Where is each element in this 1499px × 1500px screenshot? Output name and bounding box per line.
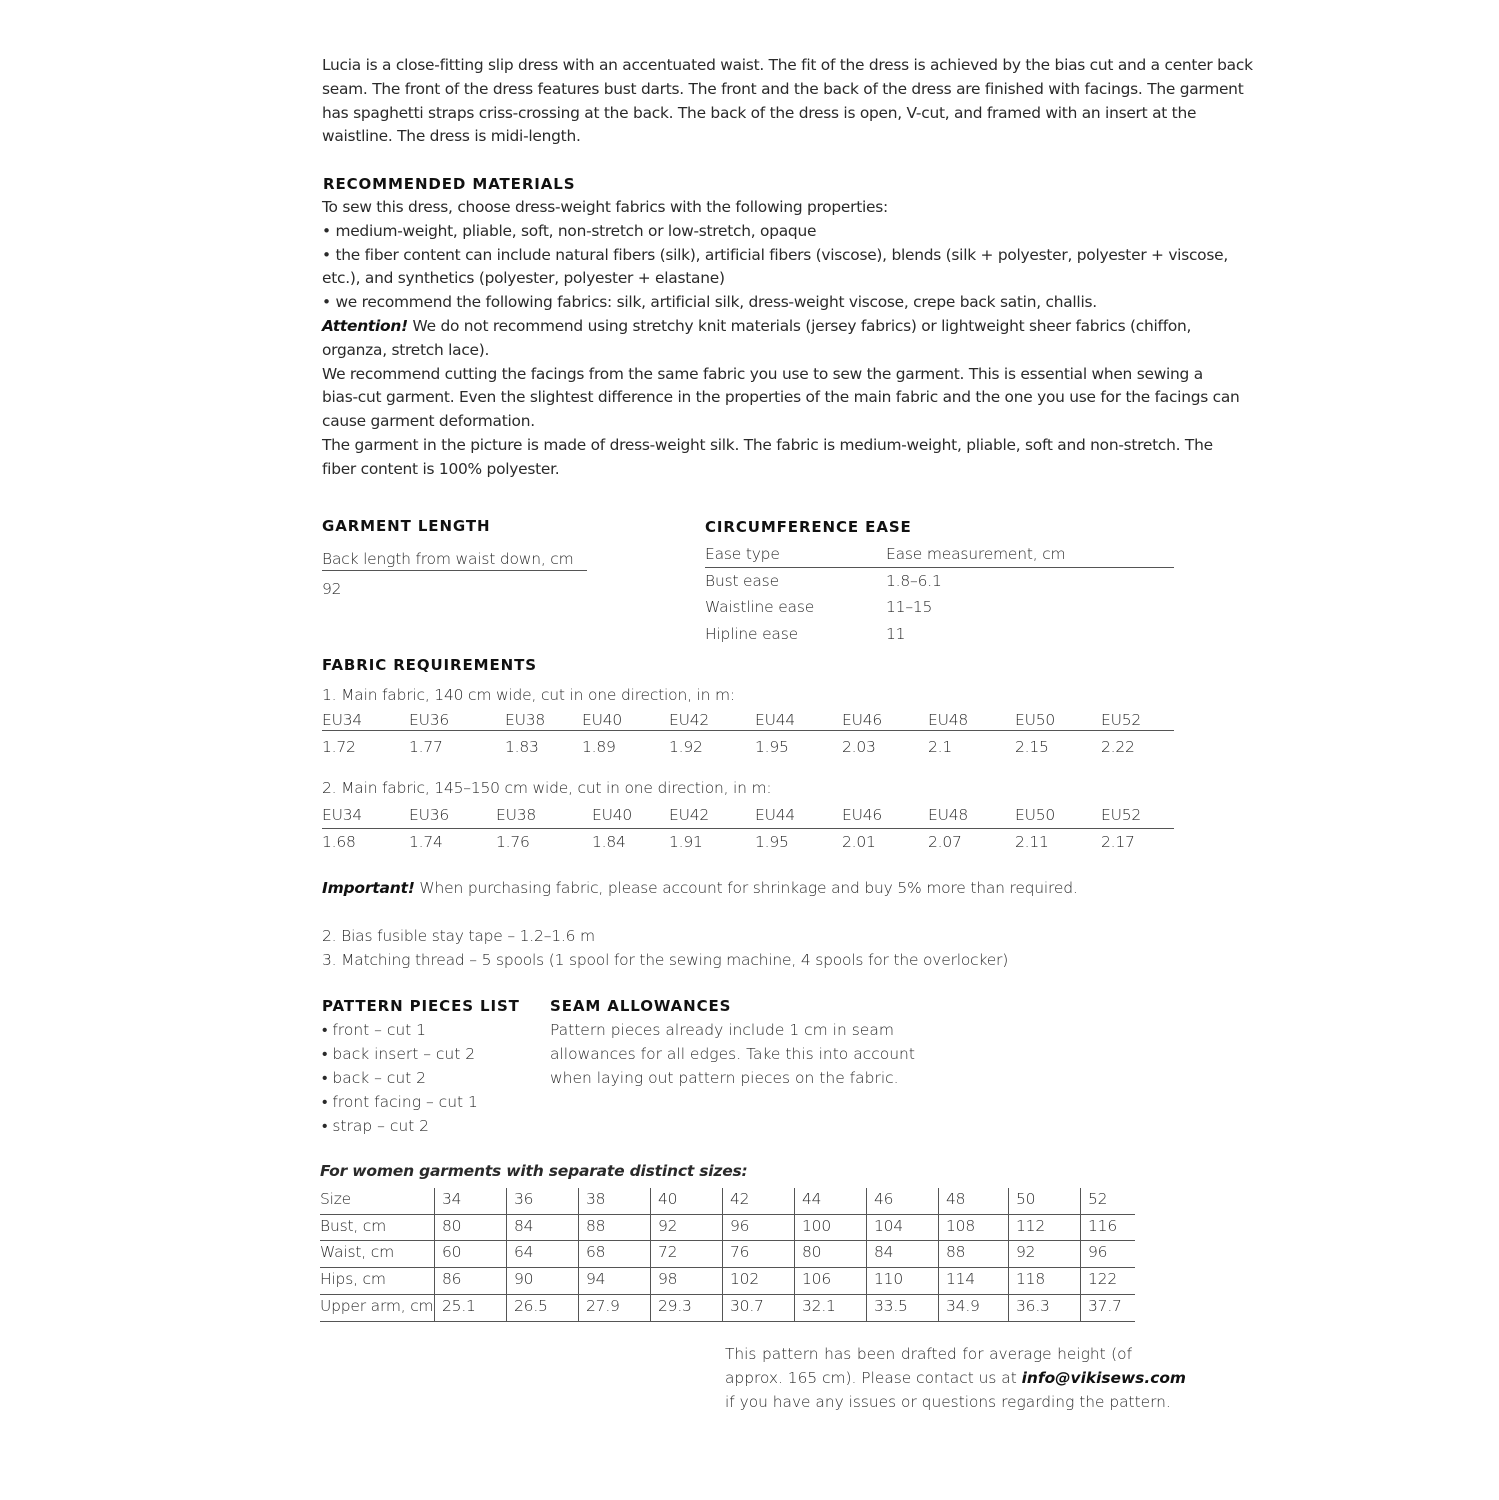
fabric-size-header: EU52 [1101,711,1142,729]
size-chart-cell: 42 [730,1190,750,1208]
materials-line: • the fiber content can include natural fibers (silk), artificial fibers (viscose), blends (silk + polyester, polyester + viscose, [322,245,1228,264]
size-chart-cell: 88 [946,1243,966,1262]
fabric-size-value: 2.15 [1015,738,1049,756]
size-chart-cell: 44 [802,1190,822,1208]
size-chart-cell: 114 [946,1270,975,1289]
pieces-heading: PATTERN PIECES LIST [322,997,520,1015]
list-item: • back – cut 2 [322,1069,427,1087]
garment-length-rule [322,570,587,571]
stay-tape-item: 2. Bias fusible stay tape – 1.2–1.6 m [322,927,595,945]
size-chart-cell: 52 [1088,1190,1108,1208]
fabric-size-value: 2.01 [842,833,876,851]
size-chart-cell: 60 [442,1243,462,1262]
fabric-size-header: EU46 [842,711,883,729]
size-chart-column-divider [866,1188,867,1322]
fabric-size-header: EU48 [928,711,969,729]
size-chart-cell: 100 [802,1216,831,1235]
size-chart-cell: 116 [1088,1216,1117,1235]
size-chart-cell: 48 [946,1190,966,1208]
size-chart-cell: 40 [658,1190,678,1208]
materials-line: etc.), and synthetics (polyester, polyester + elastane) [322,269,725,288]
fabric-size-header: EU36 [409,806,450,824]
size-chart-cell: 122 [1088,1270,1117,1289]
size-chart-column-divider [794,1188,795,1322]
fabric-size-value: 1.95 [755,738,789,756]
fabric-size-value: 1.89 [582,738,616,756]
size-chart-row-label: Waist, cm [320,1243,394,1262]
ease-col-type: Ease type [705,545,780,563]
fabric-size-value: 2.22 [1101,738,1135,756]
fabric-table2-rule [322,828,1174,829]
size-chart-cell: 37.7 [1088,1296,1122,1315]
size-chart-cell: 50 [1016,1190,1036,1208]
fabric-table1-title: 1. Main fabric, 140 cm wide, cut in one direction, in m: [322,686,735,704]
size-chart-cell: 76 [730,1243,750,1262]
footer-note [725,1342,1186,1414]
fabric-size-header: EU48 [928,806,969,824]
fabric-size-header: EU36 [409,711,450,729]
fabric-size-value: 1.83 [505,738,539,756]
size-chart-column-divider [1008,1188,1009,1322]
size-chart-cell: 106 [802,1270,831,1289]
size-chart-row-label: Hips, cm [320,1270,386,1289]
size-chart-cell: 68 [586,1243,606,1262]
fabric-size-value: 2.11 [1015,833,1049,851]
seam-line: allowances for all edges. Take this into account [550,1045,915,1063]
size-chart-column-divider [506,1188,507,1322]
fabric-size-value: 1.76 [496,833,530,851]
fabric-size-header: EU34 [322,806,363,824]
size-chart-cell: 98 [658,1270,678,1289]
size-chart-cell: 104 [874,1216,903,1235]
size-chart-cell: 112 [1016,1216,1045,1235]
ease-value: 1.8–6.1 [886,572,942,590]
attention-text: We do not recommend using stretchy knit materials (jersey fabrics) or lightweight sheer fabrics (chiffon, [407,316,1192,335]
list-item: • back insert – cut 2 [322,1045,476,1063]
size-chart-cell: 94 [586,1270,606,1289]
list-item: • strap – cut 2 [322,1117,430,1135]
size-chart-column-divider [434,1188,435,1322]
size-chart-cell: 96 [1088,1243,1108,1262]
size-chart-cell: 108 [946,1216,975,1235]
size-chart-column-divider [1080,1188,1081,1322]
materials-line: The garment in the picture is made of dress-weight silk. The fabric is medium-weight, pliable, soft and non-stretch. The [322,435,1213,454]
fabric-size-header: EU38 [505,711,546,729]
attention-label: Attention! [322,316,408,335]
fabric-size-header: EU44 [755,711,796,729]
size-chart-column-divider [938,1188,939,1322]
size-chart-cell: 92 [1016,1243,1036,1262]
fabric-size-value: 2.1 [928,738,953,756]
size-chart-column-divider [722,1188,723,1322]
intro-line: has spaghetti straps criss-crossing at the back. The back of the dress is open, V-cut, and framed with an insert at the [322,103,1197,122]
size-chart-cell: 29.3 [658,1296,692,1315]
size-chart-cell: 80 [442,1216,462,1235]
size-chart-cell: 33.5 [874,1296,908,1315]
size-chart-cell: 84 [514,1216,534,1235]
fabric-size-value: 2.17 [1101,833,1135,851]
fabric-size-value: 2.07 [928,833,962,851]
size-chart-cell: 96 [730,1216,750,1235]
footer-line: if you have any issues or questions regarding the pattern. [725,1393,1171,1411]
materials-text [322,196,1240,482]
intro-line: waistline. The dress is midi-length. [322,127,581,146]
fabric-size-value: 1.72 [322,738,356,756]
size-chart-row-divider [320,1240,1135,1241]
size-chart-row-label: Size [320,1190,352,1208]
fabric-size-header: EU42 [669,806,710,824]
size-chart-row-divider [320,1214,1135,1215]
ease-type: Bust ease [705,572,779,590]
fabric-size-header: EU50 [1015,806,1056,824]
size-chart-column-divider [650,1188,651,1322]
fabric-size-header: EU34 [322,711,363,729]
size-chart-cell: 27.9 [586,1296,620,1315]
materials-line: To sew this dress, choose dress-weight fabrics with the following properties: [322,198,888,216]
size-chart-cell: 92 [658,1216,678,1235]
ease-col-measure: Ease measurement, cm [886,545,1066,563]
size-chart-cell: 80 [802,1243,822,1262]
footer-line: This pattern has been drafted for average height (of [725,1345,1132,1363]
materials-line: bias-cut garment. Even the slightest difference in the properties of the main fabric and the one you use for the facings can [322,388,1240,407]
footer-line [725,1366,1186,1390]
materials-line: • medium-weight, pliable, soft, non-stretch or low-stretch, opaque [322,221,817,240]
ease-value: 11 [886,625,906,643]
garment-length-heading: GARMENT LENGTH [322,517,491,535]
important-text: When purchasing fabric, please account for shrinkage and buy 5% more than required. [414,879,1078,897]
fabric-size-value: 1.95 [755,833,789,851]
fabric-size-value: 2.03 [842,738,876,756]
size-chart-title: For women garments with separate distinct sizes: [320,1162,748,1180]
size-chart-cell: 64 [514,1243,534,1262]
list-item: • front – cut 1 [322,1021,427,1039]
thread-item: 3. Matching thread – 5 spools (1 spool for the sewing machine, 4 spools for the overlocker) [322,951,1009,969]
fabric-size-header: EU44 [755,806,796,824]
garment-length-value: 92 [322,580,342,598]
fabric-size-header: EU40 [582,711,623,729]
fabric-size-value: 1.91 [669,833,703,851]
size-chart-cell: 90 [514,1270,534,1289]
materials-line: cause garment deformation. [322,412,535,431]
size-chart-cell: 38 [586,1190,606,1208]
fabric-table2-title: 2. Main fabric, 145–150 cm wide, cut in one direction, in m: [322,779,772,797]
size-chart-cell: 88 [586,1216,606,1235]
fabric-size-header: EU46 [842,806,883,824]
size-chart-cell: 110 [874,1270,903,1289]
contact-email-link[interactable]: info@vikisews.com [1021,1369,1186,1387]
fabric-size-header: EU40 [592,806,633,824]
ease-heading: CIRCUMFERENCE EASE [705,518,912,536]
ease-value: 11–15 [886,598,933,616]
intro-line: seam. The front of the dress features bust darts. The front and the back of the dress are finished with facings. The garment [322,79,1244,98]
size-chart-row-label: Bust, cm [320,1216,387,1235]
fabric-heading: FABRIC REQUIREMENTS [322,656,537,674]
size-chart-row-divider [320,1294,1135,1295]
size-chart-row-divider [320,1267,1135,1268]
fabric-table1-rule [322,730,1174,731]
fabric-size-header: EU52 [1101,806,1142,824]
size-chart-cell: 25.1 [442,1296,476,1315]
size-chart-cell: 86 [442,1270,462,1289]
list-item: • front facing – cut 1 [322,1093,478,1111]
pieces-list [322,1018,478,1138]
size-chart-cell: 26.5 [514,1296,548,1315]
ease-type: Waistline ease [705,598,815,616]
seam-line: Pattern pieces already include 1 cm in seam [550,1021,894,1039]
footer-text: approx. 165 cm). Please contact us at [725,1369,1022,1387]
size-chart-cell: 34.9 [946,1296,980,1315]
seam-line: when laying out pattern pieces on the fabric. [550,1069,899,1087]
size-chart-cell: 36 [514,1190,534,1208]
size-chart-cell: 102 [730,1270,759,1289]
materials-line: • we recommend the following fabrics: silk, artificial silk, dress-weight viscose, crepe back satin, challis. [322,293,1097,312]
seam-heading: SEAM ALLOWANCES [550,997,732,1015]
materials-line: fiber content is 100% polyester. [322,459,560,478]
important-note [322,879,1078,897]
fabric-size-header: EU50 [1015,711,1056,729]
garment-length-label: Back length from waist down, cm [322,550,574,568]
size-chart-row-divider [320,1321,1135,1322]
size-chart-cell: 36.3 [1016,1296,1050,1315]
ease-rule [705,567,1174,568]
size-chart-cell: 84 [874,1243,894,1262]
seam-text [550,1018,915,1090]
size-chart-cell: 46 [874,1190,894,1208]
materials-line: We recommend cutting the facings from the same fabric you use to sew the garment. This is essential when sewing a [322,364,1203,383]
fabric-size-header: EU42 [669,711,710,729]
important-label: Important! [322,879,415,897]
size-chart-cell: 118 [1016,1270,1045,1289]
intro-line: Lucia is a close-fitting slip dress with an accentuated waist. The fit of the dress is achieved by the bias cut and a center back [322,56,1253,74]
intro-paragraph [322,54,1253,149]
size-chart-cell: 34 [442,1190,462,1208]
attention-line [322,315,1192,339]
ease-type: Hipline ease [705,625,798,643]
attention-line: organza, stretch lace). [322,340,490,359]
fabric-size-value: 1.77 [409,738,443,756]
size-chart-cell: 72 [658,1243,678,1262]
fabric-size-value: 1.68 [322,833,356,851]
size-chart-row-label: Upper arm, cm [320,1296,434,1315]
materials-heading: RECOMMENDED MATERIALS [323,175,576,193]
size-chart-cell: 32.1 [802,1296,836,1315]
fabric-size-value: 1.92 [669,738,703,756]
fabric-size-value: 1.84 [592,833,626,851]
size-chart-cell: 30.7 [730,1296,764,1315]
fabric-size-value: 1.74 [409,833,443,851]
fabric-size-header: EU38 [496,806,537,824]
size-chart-column-divider [578,1188,579,1322]
